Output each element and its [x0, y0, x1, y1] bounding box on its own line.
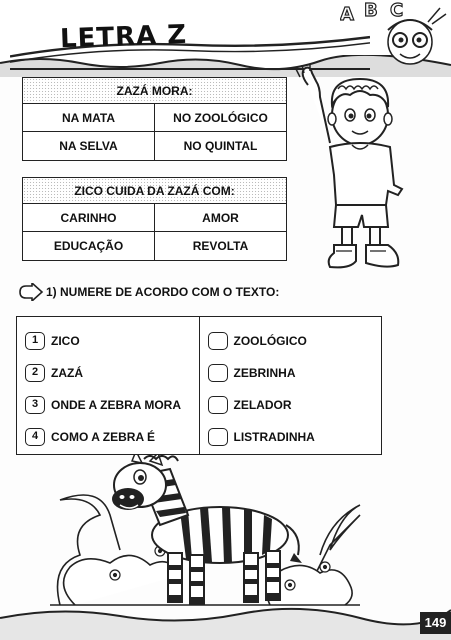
box-caption: ZICO CUIDA DA ZAZÁ COM: — [23, 178, 286, 204]
reference-column — [17, 317, 199, 454]
reference-item — [17, 357, 199, 389]
answer-input-box[interactable] — [208, 428, 228, 446]
item-label: COMO A ZEBRA É — [51, 430, 155, 444]
box-row — [23, 232, 286, 260]
answer-input-box[interactable] — [208, 364, 228, 382]
answer-item — [200, 357, 382, 389]
page-title: LETRA Z — [59, 19, 188, 55]
numbering-exercise — [16, 316, 382, 455]
zebra-illustration — [40, 455, 370, 615]
option-cell: AMOR — [154, 204, 286, 231]
instruction-text: 1) NUMERE DE ACORDO COM O TEXTO: — [46, 285, 280, 299]
answer-item — [200, 325, 382, 357]
abc-mascot-icon — [340, 0, 450, 70]
option-cell: NO QUINTAL — [154, 132, 286, 160]
number-box: 3 — [25, 396, 45, 414]
option-cell: CARINHO — [60, 211, 117, 225]
item-label: LISTRADINHA — [233, 430, 315, 444]
reference-item — [17, 325, 199, 357]
item-label: ONDE A ZEBRA MORA — [51, 398, 181, 412]
option-cell: NA SELVA — [59, 139, 118, 153]
answer-input-box[interactable] — [208, 332, 228, 350]
zico-cares-box — [22, 177, 287, 261]
item-label: ZAZÁ — [51, 366, 83, 380]
page-number: 149 — [420, 612, 451, 634]
header — [0, 0, 451, 70]
option-cell: REVOLTA — [154, 232, 286, 260]
number-box: 4 — [25, 428, 45, 446]
abc-letter-a: A — [340, 4, 354, 25]
answer-item — [200, 421, 382, 453]
boy-waving-illustration — [290, 65, 415, 280]
item-label: ZOOLÓGICO — [233, 334, 307, 348]
item-label: ZEBRINHA — [233, 366, 296, 380]
item-label: ZELADOR — [233, 398, 292, 412]
answer-item — [200, 389, 382, 421]
answer-input-box[interactable] — [208, 396, 228, 414]
item-label: ZICO — [51, 334, 80, 348]
option-cell: NA MATA — [61, 111, 116, 125]
box-row — [23, 104, 286, 132]
number-box: 2 — [25, 364, 45, 382]
reference-item — [17, 389, 199, 421]
answer-column — [199, 317, 382, 454]
arrow-right-icon — [18, 283, 44, 301]
box-row — [23, 132, 286, 160]
box-caption: ZAZÁ MORA: — [23, 78, 286, 104]
number-box: 1 — [25, 332, 45, 350]
option-cell: NO ZOOLÓGICO — [154, 104, 286, 131]
option-cell: EDUCAÇÃO — [53, 239, 124, 253]
reference-item — [17, 421, 199, 453]
abc-letter-b: B — [364, 0, 378, 21]
footer-wave-decoration — [0, 600, 451, 640]
box-row — [23, 204, 286, 232]
abc-letter-c: C — [390, 0, 404, 21]
where-zaza-lives-box — [22, 77, 287, 161]
instruction — [18, 283, 279, 301]
